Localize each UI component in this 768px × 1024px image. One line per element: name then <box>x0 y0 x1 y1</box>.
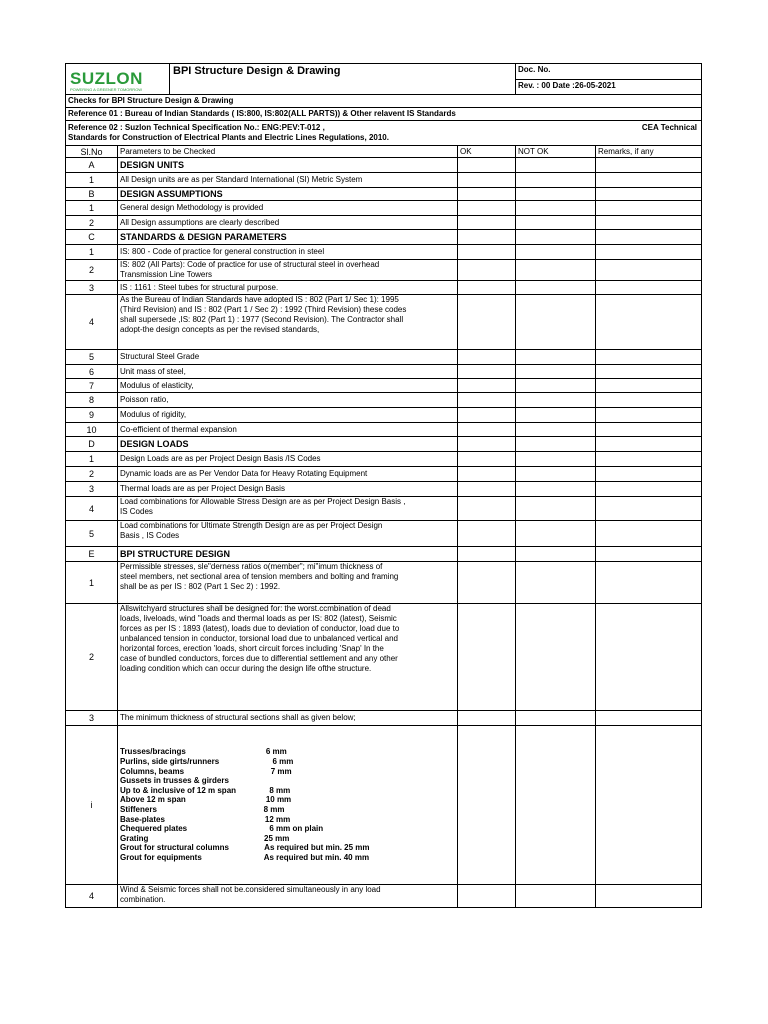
ok-cell[interactable] <box>458 521 516 547</box>
ok-cell[interactable] <box>458 379 516 393</box>
not-ok-cell[interactable] <box>516 452 596 467</box>
ok-cell[interactable] <box>458 281 516 295</box>
table-row <box>66 467 702 482</box>
row-parameter: IS: 802 (All Parts): Code of practice for use of structural steel in overhead Transmission Line Towers <box>118 260 458 281</box>
row-parameter: Unit mass of steel, <box>118 365 458 379</box>
row-slno: 9 <box>66 408 118 423</box>
row-parameter: Modulus of elasticity, <box>118 379 458 393</box>
not-ok-cell[interactable] <box>516 423 596 437</box>
ok-cell[interactable] <box>458 547 516 562</box>
not-ok-cell[interactable] <box>516 562 596 604</box>
row-slno: D <box>66 437 118 452</box>
remarks-cell[interactable] <box>596 726 702 885</box>
not-ok-cell[interactable] <box>516 188 596 201</box>
section-row <box>66 547 702 562</box>
remarks-cell[interactable] <box>596 885 702 908</box>
row-parameter: Dynamic loads are as Per Vendor Data for Heavy Rotating Equipment <box>118 467 458 482</box>
table-row <box>66 350 702 365</box>
row-slno: 5 <box>66 350 118 365</box>
not-ok-cell[interactable] <box>516 173 596 188</box>
row-parameter: Load combinations for Ultimate Strength Design are as per Project Design Basis , IS Codes <box>118 521 458 547</box>
remarks-cell[interactable] <box>596 173 702 188</box>
table-row <box>66 408 702 423</box>
checklist-sheet <box>65 63 701 908</box>
row-parameter: Co-efficient of thermal expansion <box>118 423 458 437</box>
not-ok-cell[interactable] <box>516 350 596 365</box>
row-slno: 6 <box>66 365 118 379</box>
table-row <box>66 521 702 547</box>
not-ok-cell[interactable] <box>516 711 596 726</box>
ok-cell[interactable] <box>458 482 516 497</box>
ok-cell[interactable] <box>458 437 516 452</box>
row-parameter: All Design assumptions are clearly described <box>118 216 458 230</box>
remarks-cell[interactable] <box>596 482 702 497</box>
ok-cell[interactable] <box>458 245 516 260</box>
reference-02-line2: Standards for Construction of Electrical Plants and Electric Lines Regulations, 2010. <box>68 133 389 142</box>
remarks-cell[interactable] <box>596 350 702 365</box>
checks-row <box>66 95 702 108</box>
document-title: BPI Structure Design & Drawing <box>170 64 516 95</box>
row-slno: 4 <box>66 497 118 521</box>
table-row <box>66 726 702 885</box>
reference-01-row <box>66 108 702 121</box>
table-row <box>66 281 702 295</box>
section-row <box>66 188 702 201</box>
section-heading: BPI STRUCTURE DESIGN <box>118 547 458 562</box>
col-header-parameters: Parameters to be Checked <box>118 146 458 158</box>
remarks-cell[interactable] <box>596 423 702 437</box>
ok-cell[interactable] <box>458 158 516 173</box>
not-ok-cell[interactable] <box>516 201 596 216</box>
not-ok-cell[interactable] <box>516 245 596 260</box>
row-slno: 1 <box>66 173 118 188</box>
remarks-cell[interactable] <box>596 379 702 393</box>
remarks-cell[interactable] <box>596 245 702 260</box>
row-parameter: Permissible stresses, sle"derness ratios o(member"; mi"imum thickness of steel members, net sectional area of tension members and bolting and framing shall be as per IS : 802 (Part 1 Sec 2) : 1992. <box>118 562 458 604</box>
row-slno: 7 <box>66 379 118 393</box>
row-slno: 8 <box>66 393 118 408</box>
row-parameter: Design Loads are as per Project Design Basis /IS Codes <box>118 452 458 467</box>
not-ok-cell[interactable] <box>516 547 596 562</box>
remarks-cell[interactable] <box>596 547 702 562</box>
row-slno: 3 <box>66 281 118 295</box>
ok-cell[interactable] <box>458 350 516 365</box>
table-row <box>66 379 702 393</box>
col-header-remarks: Remarks, if any <box>596 146 702 158</box>
ok-cell[interactable] <box>458 711 516 726</box>
not-ok-cell[interactable] <box>516 379 596 393</box>
not-ok-cell[interactable] <box>516 437 596 452</box>
not-ok-cell[interactable] <box>516 604 596 711</box>
remarks-cell[interactable] <box>596 437 702 452</box>
row-parameter: Structural Steel Grade <box>118 350 458 365</box>
ok-cell[interactable] <box>458 216 516 230</box>
logo-wordmark: SUZLON <box>70 69 143 88</box>
not-ok-cell[interactable] <box>516 885 596 908</box>
checks-line: Checks for BPI Structure Design & Drawing <box>66 95 702 108</box>
reference-01: Reference 01 : Bureau of Indian Standards ( IS:800, IS:802(ALL PARTS)) & Other relavent IS Standards <box>66 108 702 121</box>
table-row <box>66 423 702 437</box>
ok-cell[interactable] <box>458 188 516 201</box>
table-row <box>66 497 702 521</box>
header-row-1 <box>66 64 702 80</box>
table-row <box>66 452 702 467</box>
row-parameter: All Design units are as per Standard International (SI) Metric System <box>118 173 458 188</box>
ok-cell[interactable] <box>458 885 516 908</box>
not-ok-cell[interactable] <box>516 482 596 497</box>
ok-cell[interactable] <box>458 365 516 379</box>
row-slno: B <box>66 188 118 201</box>
ok-cell[interactable] <box>458 260 516 281</box>
col-header-ok: OK <box>458 146 516 158</box>
reference-02-left: Reference 02 : Suzlon Technical Specification No.: ENG:PEV:T-012 , <box>68 123 325 132</box>
not-ok-cell[interactable] <box>516 497 596 521</box>
row-parameter: The minimum thickness of structural sections shall as given below; <box>118 711 458 726</box>
remarks-cell[interactable] <box>596 365 702 379</box>
row-slno: 10 <box>66 423 118 437</box>
row-parameter: IS : 1161 : Steel tubes for structural purpose. <box>118 281 458 295</box>
not-ok-cell[interactable] <box>516 467 596 482</box>
section-row <box>66 230 702 245</box>
table-row <box>66 604 702 711</box>
row-slno: 2 <box>66 604 118 711</box>
ok-cell[interactable] <box>458 230 516 245</box>
row-slno: 4 <box>66 885 118 908</box>
ok-cell[interactable] <box>458 726 516 885</box>
remarks-cell[interactable] <box>596 604 702 711</box>
col-header-slno: Sl.No <box>66 146 118 158</box>
remarks-cell[interactable] <box>596 521 702 547</box>
remarks-cell[interactable] <box>596 188 702 201</box>
row-slno: 1 <box>66 452 118 467</box>
row-parameter: Trusses/bracings 6 mm Purlins, side girts/runners 6 mm Columns, beams 7 mm Gussets in trusses & girders Up to & inclusive of 12 m span 8 mm Above 12 m span 10 mm Stiffeners 8 mm Base-plates 12 mm Chequered plates 6 mm on plain Grating 25 mm Grout for structural columns As required but min. 25 mm Grout for equipments As required but min. 40 mm <box>118 726 458 885</box>
remarks-cell[interactable] <box>596 452 702 467</box>
ok-cell[interactable] <box>458 467 516 482</box>
row-slno: i <box>66 726 118 885</box>
not-ok-cell[interactable] <box>516 260 596 281</box>
ok-cell[interactable] <box>458 295 516 350</box>
table-row <box>66 562 702 604</box>
table-row <box>66 173 702 188</box>
ok-cell[interactable] <box>458 452 516 467</box>
row-parameter: Modulus of rigidity, <box>118 408 458 423</box>
row-slno: 1 <box>66 562 118 604</box>
not-ok-cell[interactable] <box>516 365 596 379</box>
table-row <box>66 245 702 260</box>
not-ok-cell[interactable] <box>516 216 596 230</box>
logo-tagline: POWERING A GREENER TOMORROW <box>70 87 143 92</box>
section-heading: DESIGN LOADS <box>118 437 458 452</box>
row-slno: 2 <box>66 216 118 230</box>
remarks-cell[interactable] <box>596 230 702 245</box>
not-ok-cell[interactable] <box>516 408 596 423</box>
not-ok-cell[interactable] <box>516 726 596 885</box>
column-header-row <box>66 146 702 158</box>
remarks-cell[interactable] <box>596 497 702 521</box>
reference-02 <box>66 121 702 146</box>
section-row <box>66 158 702 173</box>
ok-cell[interactable] <box>458 497 516 521</box>
remarks-cell[interactable] <box>596 216 702 230</box>
remarks-cell[interactable] <box>596 393 702 408</box>
table-row <box>66 482 702 497</box>
row-slno: 1 <box>66 201 118 216</box>
table-row <box>66 295 702 350</box>
row-slno: 2 <box>66 260 118 281</box>
ok-cell[interactable] <box>458 408 516 423</box>
remarks-cell[interactable] <box>596 562 702 604</box>
row-slno: 5 <box>66 521 118 547</box>
remarks-cell[interactable] <box>596 201 702 216</box>
row-slno: 3 <box>66 482 118 497</box>
not-ok-cell[interactable] <box>516 158 596 173</box>
table-row <box>66 216 702 230</box>
not-ok-cell[interactable] <box>516 393 596 408</box>
not-ok-cell[interactable] <box>516 295 596 350</box>
checklist-table <box>65 63 702 908</box>
remarks-cell[interactable] <box>596 158 702 173</box>
table-row <box>66 260 702 281</box>
logo <box>66 64 170 95</box>
remarks-cell[interactable] <box>596 711 702 726</box>
row-slno: 2 <box>66 467 118 482</box>
not-ok-cell[interactable] <box>516 281 596 295</box>
row-parameter: General design Methodology is provided <box>118 201 458 216</box>
row-parameter: As the Bureau of Indian Standards have adopted IS : 802 (Part 1/ Sec 1): 1995 (Third Revision) and IS : 802 (Part 1 / Sec 2) : 1992 (Third Revision) these codes shall supersede ,IS: 802 (Part 1) : 1977 (Second Revision). The Contractor shall adopt-the design concepts as per the revised standards, <box>118 295 458 350</box>
row-parameter: Wind & Seismic forces shall not be.considered simultaneously in any load combination. <box>118 885 458 908</box>
remarks-cell[interactable] <box>596 295 702 350</box>
table-row <box>66 201 702 216</box>
ok-cell[interactable] <box>458 604 516 711</box>
row-slno: 3 <box>66 711 118 726</box>
col-header-not-ok: NOT OK <box>516 146 596 158</box>
section-heading: DESIGN UNITS <box>118 158 458 173</box>
section-row <box>66 437 702 452</box>
ok-cell[interactable] <box>458 423 516 437</box>
row-parameter: Thermal loads are as per Project Design Basis <box>118 482 458 497</box>
ok-cell[interactable] <box>458 562 516 604</box>
table-row <box>66 711 702 726</box>
ok-cell[interactable] <box>458 173 516 188</box>
revision-label: Rev. : 00 Date :26-05-2021 <box>516 79 702 95</box>
row-parameter: IS: 800 - Code of practice for general construction in steel <box>118 245 458 260</box>
table-row <box>66 885 702 908</box>
not-ok-cell[interactable] <box>516 230 596 245</box>
section-heading: STANDARDS & DESIGN PARAMETERS <box>118 230 458 245</box>
row-slno: 1 <box>66 245 118 260</box>
remarks-cell[interactable] <box>596 467 702 482</box>
row-parameter: Load combinations for Allowable Stress Design are as per Project Design Basis , IS Codes <box>118 497 458 521</box>
remarks-cell[interactable] <box>596 260 702 281</box>
row-parameter: Poisson ratio, <box>118 393 458 408</box>
ok-cell[interactable] <box>458 393 516 408</box>
remarks-cell[interactable] <box>596 408 702 423</box>
doc-no-label: Doc. No. <box>516 64 702 80</box>
table-row <box>66 365 702 379</box>
row-slno: C <box>66 230 118 245</box>
not-ok-cell[interactable] <box>516 521 596 547</box>
table-row <box>66 393 702 408</box>
row-parameter: Allswitchyard structures shall be designed for: the worst.ccmbination of dead loads, liveloads, wind "loads and thermal loads as per IS: 802 (latest), Seismic forces as per IS : 1893 (latest), loads due to deviation of conductor, load due to unbalanced tension in conductor, torsional load due to unbalanced vertical and horizontal forces, erection 'loads, short circuit forces including 'Snap' In the case of bundled conductors, forces due to differential settlement and any other loading condition which can occur during the design life ofthe structure. <box>118 604 458 711</box>
row-slno: 4 <box>66 295 118 350</box>
section-heading: DESIGN ASSUMPTIONS <box>118 188 458 201</box>
ok-cell[interactable] <box>458 201 516 216</box>
reference-02-right: CEA Technical <box>641 123 698 132</box>
row-slno: A <box>66 158 118 173</box>
row-slno: E <box>66 547 118 562</box>
reference-02-row <box>66 121 702 146</box>
remarks-cell[interactable] <box>596 281 702 295</box>
